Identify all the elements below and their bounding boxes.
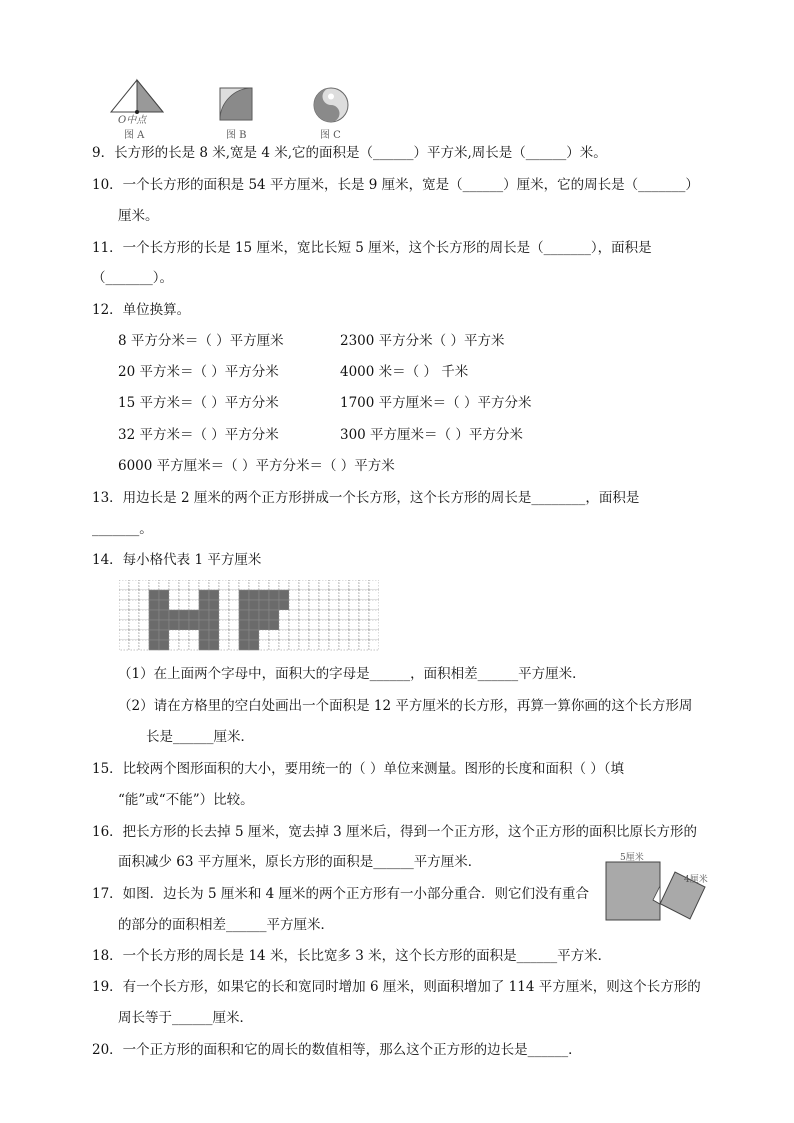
grid-cell bbox=[119, 580, 129, 590]
grid-cell bbox=[299, 610, 309, 620]
figure-c-yinyang bbox=[312, 86, 350, 124]
grid-cell bbox=[309, 640, 319, 650]
grid-cell bbox=[219, 610, 229, 620]
question-12-title: 12．单位换算。 bbox=[92, 302, 191, 318]
grid-cell bbox=[219, 620, 229, 630]
grid-cell bbox=[139, 580, 149, 590]
conversion-2a: 20 平方米＝（ ）平方分米 bbox=[118, 364, 279, 380]
grid-cell-filled bbox=[249, 640, 259, 650]
grid-cell-filled bbox=[149, 610, 159, 620]
grid-cell-filled bbox=[169, 610, 179, 620]
grid-cell bbox=[319, 630, 329, 640]
grid-cell bbox=[279, 580, 289, 590]
grid-cell bbox=[339, 590, 349, 600]
grid-cell bbox=[229, 590, 239, 600]
grid-cell bbox=[259, 640, 269, 650]
grid-cell bbox=[179, 590, 189, 600]
grid-cell-filled bbox=[159, 590, 169, 600]
grid-cell bbox=[129, 640, 139, 650]
grid-cell bbox=[229, 610, 239, 620]
grid-cell-filled bbox=[159, 630, 169, 640]
question-10-line2: 厘米。 bbox=[118, 208, 159, 224]
figure-a-mark: O中点 bbox=[118, 115, 147, 126]
grid-cell-filled bbox=[269, 610, 279, 620]
conversion-5: 6000 平方厘米＝（ ）平方分米＝（ ）平方米 bbox=[118, 458, 395, 474]
grid-cell bbox=[369, 630, 379, 640]
grid-cell-filled bbox=[169, 620, 179, 630]
grid-cell-filled bbox=[279, 590, 289, 600]
grid-cell bbox=[369, 640, 379, 650]
grid-cell bbox=[329, 600, 339, 610]
grid-cell bbox=[119, 610, 129, 620]
grid-cell-filled bbox=[199, 620, 209, 630]
grid-cell-filled bbox=[179, 620, 189, 630]
grid-cell bbox=[309, 600, 319, 610]
grid-cell bbox=[369, 580, 379, 590]
grid-cell bbox=[339, 620, 349, 630]
grid-cell-filled bbox=[209, 630, 219, 640]
grid-cell bbox=[139, 640, 149, 650]
grid-cell bbox=[199, 580, 209, 590]
question-18: 18．一个长方形的周长是 14 米，长比宽多 3 米，这个长方形的面积是______平方米． bbox=[92, 948, 612, 964]
grid-cell bbox=[189, 640, 199, 650]
grid-cell-filled bbox=[199, 600, 209, 610]
grid-cell bbox=[129, 610, 139, 620]
grid-cell-filled bbox=[239, 640, 249, 650]
grid-cell bbox=[119, 590, 129, 600]
question-17-line1: 17．如图．边长为 5 厘米和 4 厘米的两个正方形有一小部分重合．则它们没有重合 bbox=[92, 886, 590, 902]
grid-cell bbox=[189, 630, 199, 640]
grid-cell bbox=[169, 600, 179, 610]
label-4cm: 4厘米 bbox=[684, 875, 708, 885]
grid-cell bbox=[219, 580, 229, 590]
grid-cell bbox=[129, 600, 139, 610]
grid-cell bbox=[169, 590, 179, 600]
grid-cell bbox=[329, 640, 339, 650]
grid-cell bbox=[289, 610, 299, 620]
conversion-3b: 1700 平方厘米＝（ ）平方分米 bbox=[340, 395, 532, 411]
question-14-part2-line2: 长是______厘米． bbox=[146, 729, 254, 745]
grid-cell bbox=[309, 620, 319, 630]
grid-cell bbox=[219, 600, 229, 610]
grid-cell bbox=[229, 600, 239, 610]
grid-cell-filled bbox=[269, 590, 279, 600]
grid-cell bbox=[339, 640, 349, 650]
grid-cell bbox=[329, 620, 339, 630]
question-16-line2: 面积减少 63 平方厘米，原长方形的面积是______平方厘米． bbox=[118, 854, 482, 870]
grid-cell bbox=[139, 610, 149, 620]
grid-cell bbox=[289, 620, 299, 630]
grid-cell-filled bbox=[199, 610, 209, 620]
grid-cell-filled bbox=[189, 620, 199, 630]
question-17-line2: 的部分的面积相差______平方厘米． bbox=[118, 917, 334, 933]
grid-cell-filled bbox=[189, 610, 199, 620]
grid-cell bbox=[279, 620, 289, 630]
grid-cell bbox=[359, 630, 369, 640]
grid-cell bbox=[269, 640, 279, 650]
grid-cell-filled bbox=[249, 620, 259, 630]
grid-cell bbox=[309, 580, 319, 590]
grid-cell-filled bbox=[239, 630, 249, 640]
grid-cell-filled bbox=[239, 590, 249, 600]
grid-cell bbox=[319, 620, 329, 630]
question-9: 9．长方形的长是 8 米,宽是 4 米,它的面积是（______）平方米,周长是（______）米。 bbox=[92, 145, 607, 161]
question-10-line1: 10．一个长方形的面积是 54 平方厘米，长是 9 厘米，宽是（______）厘米，它的周长是（_______） bbox=[92, 177, 699, 193]
grid-cell bbox=[169, 580, 179, 590]
grid-cell-filled bbox=[269, 620, 279, 630]
grid-cell bbox=[169, 630, 179, 640]
question-13-line1: 13．用边长是 2 厘米的两个正方形拼成一个长方形，这个长方形的周长是________，面积是 bbox=[92, 490, 640, 506]
conversion-4b: 300 平方厘米＝（ ）平方分米 bbox=[340, 427, 523, 443]
question-19-line2: 周长等于______厘米． bbox=[118, 1010, 253, 1026]
grid-cell bbox=[329, 630, 339, 640]
grid-cell bbox=[299, 630, 309, 640]
grid-cell-filled bbox=[209, 610, 219, 620]
grid-cell-filled bbox=[249, 590, 259, 600]
grid-cell bbox=[359, 580, 369, 590]
grid-cell bbox=[349, 610, 359, 620]
question-14-part1: （1）在上面两个字母中，面积大的字母是______，面积相差______平方厘米． bbox=[118, 666, 586, 682]
grid-cell bbox=[349, 640, 359, 650]
overlapping-squares-figure bbox=[604, 860, 714, 928]
grid-cell-filled bbox=[209, 640, 219, 650]
grid-cell bbox=[319, 590, 329, 600]
grid-cell bbox=[289, 640, 299, 650]
grid-cell bbox=[129, 590, 139, 600]
grid-cell bbox=[229, 630, 239, 640]
question-20: 20．一个正方形的面积和它的周长的数值相等，那么这个正方形的边长是______． bbox=[92, 1042, 582, 1058]
grid-cell-filled bbox=[199, 640, 209, 650]
grid-cell-filled bbox=[199, 630, 209, 640]
grid-cell bbox=[309, 590, 319, 600]
grid-cell-filled bbox=[179, 610, 189, 620]
grid-cell bbox=[189, 590, 199, 600]
grid-cell-filled bbox=[209, 620, 219, 630]
grid-cell-filled bbox=[239, 620, 249, 630]
grid-cell bbox=[339, 610, 349, 620]
grid-cell bbox=[309, 630, 319, 640]
grid-cell bbox=[269, 630, 279, 640]
grid-cell-filled bbox=[209, 590, 219, 600]
question-16-line1: 16．把长方形的长去掉 5 厘米，宽去掉 3 厘米后，得到一个正方形，这个正方形的面积比原长方形的 bbox=[92, 824, 698, 840]
grid-cell bbox=[279, 640, 289, 650]
grid-cell bbox=[119, 600, 129, 610]
grid-cell bbox=[179, 600, 189, 610]
grid-cell bbox=[179, 630, 189, 640]
grid-cell bbox=[339, 600, 349, 610]
grid-cell bbox=[139, 600, 149, 610]
figure-a-label: 图 A bbox=[124, 130, 145, 141]
grid-cell-filled bbox=[259, 600, 269, 610]
grid-cell bbox=[289, 630, 299, 640]
grid-cell bbox=[119, 630, 129, 640]
figure-b-square-quarter bbox=[219, 87, 253, 121]
grid-cell bbox=[349, 630, 359, 640]
grid-cell bbox=[299, 600, 309, 610]
grid-cell-filled bbox=[199, 590, 209, 600]
grid-cell bbox=[219, 640, 229, 650]
question-11-line2: （_______）。 bbox=[92, 270, 173, 286]
grid-cell-filled bbox=[159, 600, 169, 610]
grid-cell bbox=[119, 640, 129, 650]
question-19-line1: 19．有一个长方形，如果它的长和宽同时增加 6 厘米，则面积增加了 114 平方厘米，则这个长方形的 bbox=[92, 979, 701, 995]
grid-cell-filled bbox=[149, 590, 159, 600]
grid-cell-filled bbox=[159, 620, 169, 630]
grid-cell bbox=[139, 620, 149, 630]
figure-b-label: 图 B bbox=[226, 130, 247, 141]
grid-cell bbox=[219, 590, 229, 600]
grid-cell bbox=[259, 580, 269, 590]
grid-cell-filled bbox=[249, 630, 259, 640]
grid-cell bbox=[369, 610, 379, 620]
grid-cell bbox=[169, 640, 179, 650]
grid-cell bbox=[219, 630, 229, 640]
grid-cell-filled bbox=[209, 600, 219, 610]
grid-cell bbox=[299, 620, 309, 630]
grid-cell bbox=[229, 640, 239, 650]
grid-cell bbox=[359, 600, 369, 610]
grid-cell-filled bbox=[269, 600, 279, 610]
grid-cell bbox=[369, 600, 379, 610]
grid-cell bbox=[349, 590, 359, 600]
grid-cell bbox=[359, 610, 369, 620]
grid-cell bbox=[229, 620, 239, 630]
conversion-1b: 2300 平方分米（ ）平方米 bbox=[340, 333, 505, 349]
grid-cell bbox=[209, 580, 219, 590]
grid-cell bbox=[129, 630, 139, 640]
grid-cell bbox=[329, 590, 339, 600]
grid-cell bbox=[279, 630, 289, 640]
grid-cell bbox=[249, 580, 259, 590]
grid-cell-filled bbox=[259, 620, 269, 630]
grid-cell-filled bbox=[249, 610, 259, 620]
square-grid-hf bbox=[119, 580, 379, 652]
grid-cell-filled bbox=[259, 590, 269, 600]
grid-cell-filled bbox=[239, 610, 249, 620]
label-5cm: 5厘米 bbox=[620, 853, 644, 863]
grid-cell-filled bbox=[249, 600, 259, 610]
conversion-3a: 15 平方米＝（ ）平方分米 bbox=[118, 395, 279, 411]
grid-cell bbox=[129, 620, 139, 630]
grid-cell-filled bbox=[149, 640, 159, 650]
grid-cell bbox=[339, 580, 349, 590]
conversion-4a: 32 平方米＝（ ）平方分米 bbox=[118, 427, 279, 443]
grid-cell bbox=[189, 580, 199, 590]
figure-c-label: 图 C bbox=[320, 130, 341, 141]
grid-cell bbox=[329, 610, 339, 620]
grid-cell bbox=[319, 640, 329, 650]
conversion-2b: 4000 米＝（ ） 千米 bbox=[340, 364, 469, 380]
grid-cell bbox=[139, 630, 149, 640]
grid-cell-filled bbox=[149, 630, 159, 640]
grid-cell bbox=[129, 580, 139, 590]
grid-cell bbox=[279, 610, 289, 620]
grid-cell bbox=[149, 580, 159, 590]
grid-cell bbox=[329, 580, 339, 590]
grid-cell bbox=[319, 600, 329, 610]
grid-cell-filled bbox=[159, 610, 169, 620]
grid-cell bbox=[259, 630, 269, 640]
grid-cell-filled bbox=[279, 600, 289, 610]
grid-cell-filled bbox=[259, 610, 269, 620]
grid-cell bbox=[319, 580, 329, 590]
grid-cell bbox=[119, 620, 129, 630]
question-11-line1: 11．一个长方形的长是 15 厘米，宽比长短 5 厘米，这个长方形的周长是（_______），面积是 bbox=[92, 240, 652, 256]
grid-cell bbox=[349, 600, 359, 610]
grid-cell bbox=[299, 590, 309, 600]
grid-cell bbox=[189, 600, 199, 610]
grid-cell bbox=[359, 590, 369, 600]
question-14-title: 14．每小格代表 1 平方厘米 bbox=[92, 552, 262, 568]
grid-cell bbox=[139, 590, 149, 600]
grid-cell-filled bbox=[149, 620, 159, 630]
question-14-part2-line1: （2）请在方格里的空白处画出一个面积是 12 平方厘米的长方形，再算一算你画的这个长方形周 bbox=[118, 698, 693, 714]
grid-cell bbox=[369, 590, 379, 600]
conversion-1a: 8 平方分米＝（ ）平方厘米 bbox=[118, 333, 284, 349]
grid-cell bbox=[299, 640, 309, 650]
grid-cell-filled bbox=[239, 600, 249, 610]
grid-cell bbox=[369, 620, 379, 630]
question-13-line2: _______。 bbox=[92, 521, 153, 537]
grid-cell bbox=[289, 580, 299, 590]
grid-cell bbox=[359, 620, 369, 630]
grid-cell bbox=[339, 630, 349, 640]
grid-cell bbox=[319, 610, 329, 620]
grid-cell bbox=[349, 620, 359, 630]
grid-cell bbox=[289, 590, 299, 600]
grid-cell bbox=[179, 580, 189, 590]
grid-cell bbox=[179, 640, 189, 650]
grid-cell bbox=[229, 580, 239, 590]
grid-cell bbox=[349, 580, 359, 590]
grid-cell bbox=[289, 600, 299, 610]
grid-cell bbox=[269, 580, 279, 590]
grid-cell bbox=[299, 580, 309, 590]
question-15-line2: “能”或“不能”）比较。 bbox=[118, 792, 254, 808]
grid-cell-filled bbox=[159, 640, 169, 650]
grid-cell-filled bbox=[149, 600, 159, 610]
grid-cell bbox=[159, 580, 169, 590]
grid-cell bbox=[309, 610, 319, 620]
question-15-line1: 15．比较两个图形面积的大小，要用统一的（ ）单位来测量。图形的长度和面积（ ）（填 bbox=[92, 761, 625, 777]
grid-cell bbox=[359, 640, 369, 650]
grid-cell bbox=[239, 580, 249, 590]
